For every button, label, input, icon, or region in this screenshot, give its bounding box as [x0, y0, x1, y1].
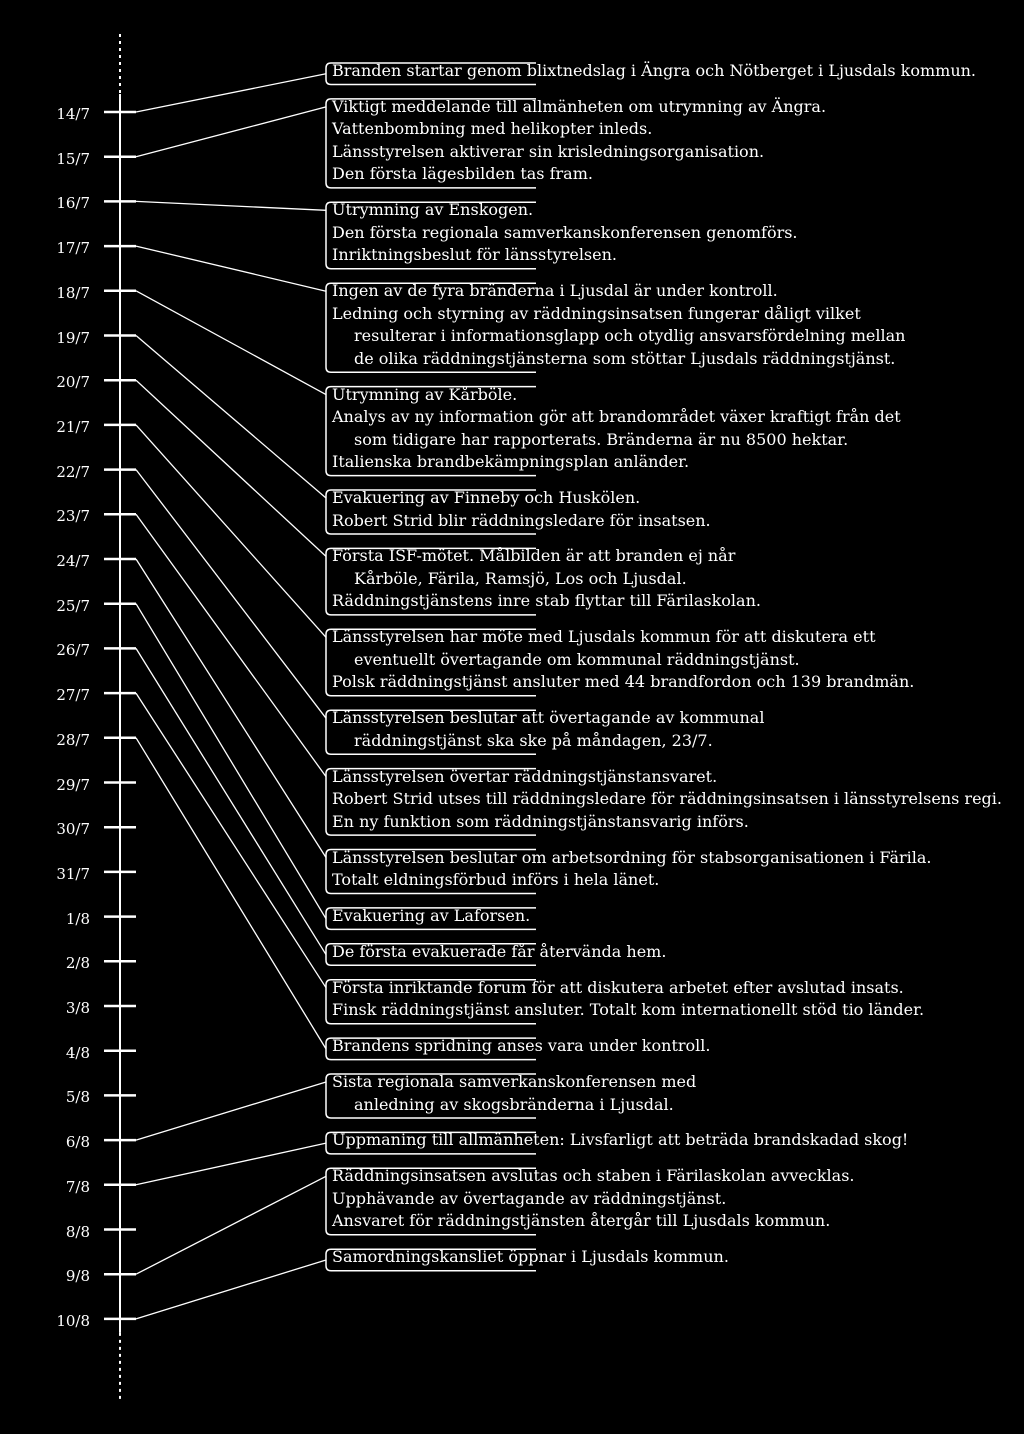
event-text: de olika räddningstjänsterna som stöttar Ljusdals räddningstjänst.	[354, 348, 896, 368]
date-label: 3/8	[65, 999, 90, 1017]
event-text: Ledning och styrning av räddningsinsatsen fungerar dåligt vilket	[332, 303, 861, 323]
date-label: 6/8	[65, 1133, 90, 1152]
date-label: 27/7	[56, 686, 90, 705]
event-block	[332, 847, 1012, 892]
event-text: Utrymning av Kårböle.	[332, 384, 518, 404]
connector-line	[136, 470, 326, 719]
connector-line	[136, 425, 326, 637]
connector-line	[136, 74, 326, 112]
event-text: Evakuering av Laforsen.	[332, 905, 531, 925]
connector-line	[136, 336, 326, 499]
date-label: 16/7	[56, 194, 90, 213]
event-text: Italienska brandbekämpningsplan anländer.	[332, 452, 690, 472]
event-text: Länsstyrelsen aktiverar sin krisledningsorganisation.	[332, 141, 765, 161]
event-block	[332, 1071, 1012, 1116]
date-label: 4/8	[65, 1043, 90, 1062]
event-block	[332, 280, 1012, 370]
connector-line	[136, 648, 326, 954]
date-label: 7/8	[65, 1177, 90, 1196]
date-label: 15/7	[56, 149, 90, 168]
event-text: Länsstyrelsen beslutar om arbetsordning för stabsorganisationen i Färila.	[332, 847, 932, 867]
event-text: Vattenbombning med helikopter inleds.	[332, 119, 653, 139]
event-block	[332, 977, 1012, 1022]
event-block	[332, 545, 1012, 613]
connector-line	[136, 380, 326, 556]
event-text: Räddningsinsatsen avslutas och staben i Färilaskolan avvecklas.	[332, 1166, 855, 1186]
date-label: 28/7	[56, 730, 90, 749]
event-block	[332, 384, 1012, 474]
event-text: Utrymning av Enskogen.	[332, 200, 534, 220]
event-text: Länsstyrelsen har möte med Ljusdals kommun för att diskutera ett	[332, 627, 876, 647]
event-block	[332, 199, 1012, 267]
event-block	[332, 1129, 1012, 1152]
connector-line	[136, 604, 326, 919]
date-label: 17/7	[56, 239, 90, 258]
date-label: 20/7	[56, 373, 90, 392]
event-text: Branden startar genom blixtnedslag i Ängra och Nötberget i Ljusdals kommun.	[332, 61, 977, 80]
event-text: Robert Strid utses till räddningsledare för räddningsinsatsen i länsstyrelsens regi.	[332, 789, 1002, 809]
event-text: En ny funktion som räddningstjänstansvarig införs.	[332, 811, 749, 831]
event-text: Länsstyrelsen beslutar att övertagande av kommunal	[332, 708, 765, 728]
event-text: Totalt eldningsförbud införs i hela länet.	[332, 870, 660, 889]
connector-line	[136, 1082, 326, 1140]
event-block	[332, 905, 1012, 928]
event-text: Evakuering av Finneby och Huskölen.	[332, 488, 641, 507]
event-text: Kårböle, Färila, Ramsjö, Los och Ljusdal.	[354, 568, 687, 588]
connector-line	[136, 201, 326, 210]
event-text: Analys av ny information gör att brandområdet växer kraftigt från det	[332, 407, 901, 427]
event-text: anledning av skogsbränderna i Ljusdal.	[354, 1094, 674, 1114]
date-label: 14/7	[56, 105, 90, 123]
event-text: Den första lägesbilden tas fram.	[332, 164, 593, 184]
event-block	[332, 60, 1012, 83]
date-label: 21/7	[56, 417, 90, 436]
event-text: Länsstyrelsen övertar räddningstjänstansvaret.	[332, 766, 718, 786]
event-text: Polsk räddningstjänst ansluter med 44 brandfordon och 139 brandmän.	[332, 672, 915, 692]
event-text: Robert Strid blir räddningsledare för insatsen.	[332, 510, 711, 530]
event-text: räddningstjänst ska ske på måndagen, 23/7.	[354, 730, 713, 750]
connector-line	[136, 291, 326, 395]
date-label: 18/7	[56, 283, 90, 302]
event-text: som tidigare har rapporterats. Bränderna är nu 8500 hektar.	[354, 429, 849, 449]
event-block	[332, 1246, 1012, 1269]
date-label: 22/7	[56, 462, 90, 481]
event-block	[332, 96, 1012, 186]
date-label: 10/8	[56, 1311, 90, 1330]
date-label: 2/8	[65, 954, 90, 973]
event-text: eventuellt övertagande om kommunal räddningstjänst.	[354, 649, 800, 669]
date-label: 9/8	[65, 1267, 90, 1286]
event-text: Viktigt meddelande till allmänheten om utrymning av Ängra.	[332, 96, 827, 116]
event-text: resulterar i informationsglapp och otydlig ansvarsfördelning mellan	[354, 326, 906, 346]
event-block	[332, 766, 1012, 834]
connector-line	[136, 246, 326, 291]
event-block	[332, 626, 1012, 694]
event-text: Upphävande av övertagande av räddningstjänst.	[332, 1188, 727, 1208]
connector-line	[136, 1143, 326, 1185]
event-text: Finsk räddningstjänst ansluter. Totalt kom internationellt stöd tio länder.	[332, 1000, 925, 1020]
date-label: 1/8	[65, 909, 90, 928]
event-block	[332, 487, 1012, 532]
date-label: 25/7	[56, 596, 90, 615]
event-text: De första evakuerade får återvända hem.	[332, 941, 667, 961]
event-text: Ingen av de fyra bränderna i Ljusdal är under kontroll.	[332, 281, 778, 301]
event-text: Räddningstjänstens inre stab flyttar till Färilaskolan.	[332, 591, 761, 611]
date-label: 26/7	[56, 641, 90, 660]
event-block	[332, 1035, 1012, 1058]
date-label: 5/8	[65, 1088, 90, 1107]
connector-line	[136, 107, 326, 157]
event-text: Första inriktande forum för att diskutera arbetet efter avslutad insats.	[332, 977, 904, 997]
event-block	[332, 707, 1012, 752]
event-text: Inriktningsbeslut för länsstyrelsen.	[332, 245, 617, 265]
date-label: 24/7	[56, 552, 90, 570]
connector-line	[136, 738, 326, 1049]
event-text: Första ISF-mötet. Målbilden är att branden ej når	[332, 546, 736, 566]
date-label: 30/7	[56, 820, 90, 839]
date-label: 23/7	[56, 507, 90, 526]
event-block	[332, 941, 1012, 964]
connector-line	[136, 1260, 326, 1319]
date-label: 31/7	[56, 864, 90, 883]
date-label: 29/7	[56, 775, 90, 794]
connector-line	[136, 1176, 326, 1274]
event-text: Sista regionala samverkanskonferensen med	[332, 1072, 697, 1091]
event-text: Brandens spridning anses vara under kontroll.	[332, 1036, 711, 1056]
date-label: 8/8	[65, 1222, 90, 1241]
event-text: Samordningskansliet öppnar i Ljusdals kommun.	[332, 1247, 729, 1267]
event-text: Ansvaret för räddningstjänsten återgår till Ljusdals kommun.	[332, 1211, 831, 1231]
connector-line	[136, 559, 326, 858]
event-block	[332, 1165, 1012, 1233]
event-text: Den första regionala samverkanskonferensen genomförs.	[332, 222, 798, 242]
event-text: Uppmaning till allmänheten: Livsfarligt att beträda brandskadad skog!	[332, 1130, 909, 1150]
date-label: 19/7	[56, 328, 90, 347]
